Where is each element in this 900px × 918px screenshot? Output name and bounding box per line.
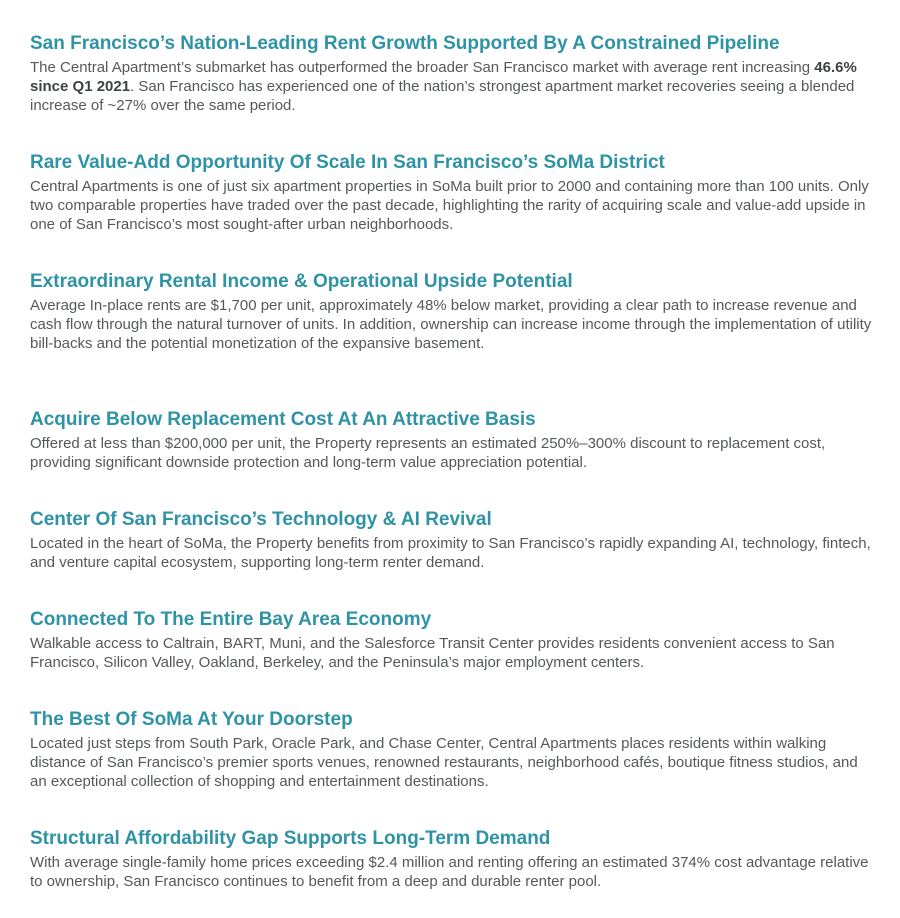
highlight-body (30, 58, 875, 115)
highlight-affordability-gap (30, 828, 875, 891)
body-text-segment: The Central Apartment’s submarket has outperformed the broader San Francisco market with average rent increasing (30, 59, 815, 76)
highlight-heading: Rare Value-Add Opportunity Of Scale In San Francisco’s SoMa District (30, 152, 665, 173)
highlight-rent-growth (30, 33, 875, 115)
highlight-body: Offered at less than $200,000 per unit, the Property represents an estimated 250%–300% discount to replacement cost, providing significant downside protection and long-term value appreciation potential. (30, 435, 826, 471)
highlight-heading: Acquire Below Replacement Cost At An Attractive Basis (30, 409, 536, 430)
highlight-body: Average In-place rents are $1,700 per unit, approximately 48% below market, providing a clear path to increase revenue and cash flow through the natural turnover of units. In addition, ownership can increase income through the implementation of utility bill-backs and the potential monetization of the expansive basement. (30, 297, 872, 352)
highlight-body: Located just steps from South Park, Oracle Park, and Chase Center, Central Apartments places residents within walking distance of San Francisco’s premier sports venues, renowned restaurants, neighborhood cafés, boutique fitness studios, and an exceptional collection of shopping and entertainment destinations. (30, 735, 858, 790)
highlight-body: Central Apartments is one of just six apartment properties in SoMa built prior to 2000 and containing more than 100 units. Only two comparable properties have traded over the past decade, highlighting the rarity of acquiring scale and value-add upside in one of San Francisco’s most sought-after urban neighborhoods. (30, 178, 869, 233)
highlight-heading: Connected To The Entire Bay Area Economy (30, 609, 432, 630)
highlight-replacement-cost (30, 409, 875, 472)
highlight-heading: The Best Of SoMa At Your Doorstep (30, 709, 353, 730)
highlight-heading: San Francisco’s Nation-Leading Rent Growth Supported By A Constrained Pipeline (30, 33, 780, 54)
body-bold-stat: 46.6% since Q1 2021 (30, 59, 857, 95)
highlight-heading: Structural Affordability Gap Supports Long-Term Demand (30, 828, 551, 849)
highlight-heading: Center Of San Francisco’s Technology & AI Revival (30, 509, 492, 530)
highlight-body: With average single-family home prices exceeding $2.4 million and renting offering an estimated 374% cost advantage relative to ownership, San Francisco continues to benefit from a deep and durable renter pool. (30, 854, 869, 890)
highlight-rental-income (30, 271, 875, 353)
body-text-segment: . San Francisco has experienced one of the nation’s strongest apartment market recoveries seeing a blended increase of ~27% over the same period. (30, 78, 855, 114)
highlight-value-add (30, 152, 875, 234)
highlight-bay-area-connectivity (30, 609, 875, 672)
highlight-technology-revival (30, 509, 875, 572)
highlight-heading: Extraordinary Rental Income & Operational Upside Potential (30, 271, 573, 292)
highlight-body: Located in the heart of SoMa, the Property benefits from proximity to San Francisco’s rapidly expanding AI, technology, fintech, and venture capital ecosystem, supporting long-term renter demand. (30, 535, 871, 571)
highlight-body: Walkable access to Caltrain, BART, Muni, and the Salesforce Transit Center provides residents convenient access to San Francisco, Silicon Valley, Oakland, Berkeley, and the Peninsula’s major employment centers. (30, 635, 835, 671)
highlight-soma-doorstep (30, 709, 875, 791)
